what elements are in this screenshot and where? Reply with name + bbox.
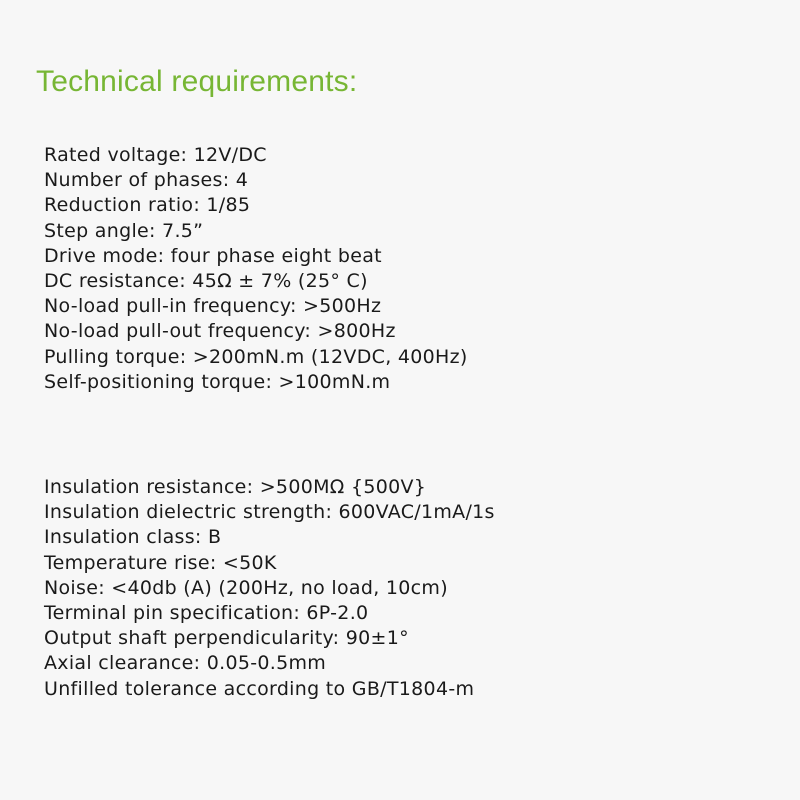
spec-number-of-phases: Number of phases: 4	[44, 169, 249, 192]
spec-dc-resistance: DC resistance: 45Ω ± 7% (25° C)	[44, 269, 368, 292]
spec-step-angle: Step angle: 7.5”	[44, 219, 204, 242]
spec-insulation-class: Insulation class: B	[44, 526, 222, 549]
spec-unfilled-tolerance: Unfilled tolerance according to GB/T1804-m	[44, 677, 475, 700]
spec-noise: Noise: <40db (A) (200Hz, no load, 10cm)	[44, 576, 448, 599]
spec-list-insulation	[44, 475, 495, 702]
spec-pulling-torque: Pulling torque: >200mN.m (12VDC, 400Hz)	[44, 345, 468, 368]
spec-list-electrical	[44, 143, 468, 395]
spec-axial-clearance: Axial clearance: 0.05-0.5mm	[44, 652, 327, 675]
spec-terminal-pin: Terminal pin specification: 6P-2.0	[44, 601, 369, 624]
spec-dielectric-strength: Insulation dielectric strength: 600VAC/1mA/1s	[44, 501, 495, 524]
spec-temperature-rise: Temperature rise: <50K	[44, 551, 277, 574]
page-title: Technical requirements:	[36, 65, 358, 98]
spec-rated-voltage: Rated voltage: 12V/DC	[44, 144, 267, 166]
spec-pull-in-frequency: No-load pull-in frequency: >500Hz	[44, 295, 382, 318]
spec-pull-out-frequency: No-load pull-out frequency: >800Hz	[44, 320, 396, 343]
spec-self-positioning-torque: Self-positioning torque: >100mN.m	[44, 370, 391, 393]
spec-reduction-ratio: Reduction ratio: 1/85	[44, 194, 251, 217]
spec-insulation-resistance: Insulation resistance: >500MΩ {500V}	[44, 476, 427, 498]
spec-shaft-perpendicularity: Output shaft perpendicularity: 90±1°	[44, 627, 409, 650]
spec-drive-mode: Drive mode: four phase eight beat	[44, 244, 382, 267]
